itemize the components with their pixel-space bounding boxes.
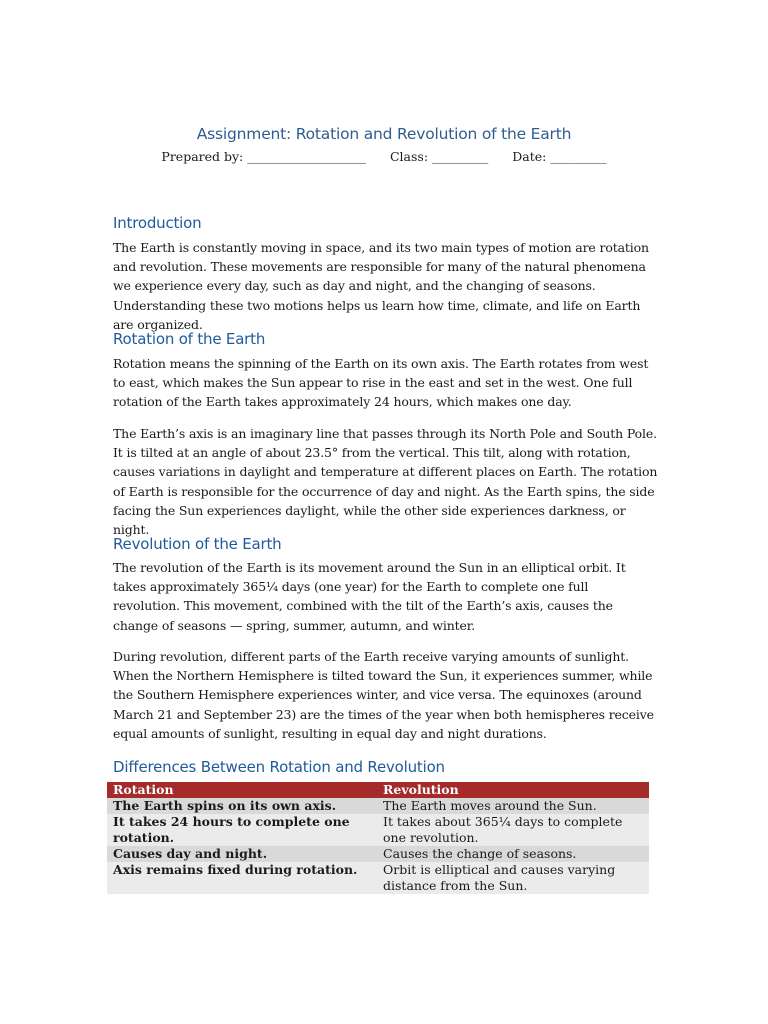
rotation-paragraph-1: Rotation means the spinning of the Earth on its own axis. The Earth rotates from west to east, which makes the Sun appear to rise in the east and set in the west. One full rotation of the Earth takes approximately 24 hours, which makes one day. xyxy=(113,356,649,410)
column-header-rotation: Rotation xyxy=(107,782,377,798)
table-row xyxy=(107,862,649,894)
differences-heading: Differences Between Rotation and Revolution xyxy=(113,758,445,776)
revolution-cell: Orbit is elliptical and causes varying distance from the Sun. xyxy=(377,862,649,894)
table-row xyxy=(107,814,649,846)
assignment-title: Assignment: Rotation and Revolution of the Earth xyxy=(196,125,572,143)
revolution-heading: Revolution of the Earth xyxy=(113,535,282,553)
rotation-cell: The Earth spins on its own axis. xyxy=(107,798,377,814)
rotation-paragraph-2: The Earth’s axis is an imaginary line that passes through its North Pole and South Pole. It is tilted at an angle of about 23.5° from the vertical. This tilt, along with rotation, causes variations in daylight and temperature at different places on Earth. The rotation of Earth is responsible for the occurrence of day and night. As the Earth spins, the side facing the Sun experiences daylight, while the other side experiences darkness, or night. xyxy=(113,426,658,538)
revolution-paragraph-1: The revolution of the Earth is its movement around the Sun in an elliptical orbit. It takes approximately 365¼ days (one year) for the Earth to complete one full revolution. This movement, combined with the tilt of the Earth’s axis, causes the change of seasons — spring, summer, autumn, and winter. xyxy=(113,560,626,633)
table-row xyxy=(107,798,649,814)
date-field: Date: _________ xyxy=(512,149,607,164)
differences-table xyxy=(107,782,649,894)
revolution-cell: The Earth moves around the Sun. xyxy=(377,798,649,814)
rotation-cell: Axis remains fixed during rotation. xyxy=(107,862,377,894)
table-header-row xyxy=(107,782,649,798)
class-field: Class: _________ xyxy=(389,149,489,164)
revolution-cell: It takes about 365¼ days to complete one revolution. xyxy=(377,814,649,846)
introduction-paragraph: The Earth is constantly moving in space, and its two main types of motion are rotation and revolution. These movements are responsible for many of the natural phenomena we experience every day, such as day and night, and the changing of seasons. Understanding these two motions helps us learn how time, climate, and life on Earth are organized. xyxy=(113,240,649,332)
rotation-heading: Rotation of the Earth xyxy=(113,330,266,348)
prepared-by-field: Prepared by: ___________________ xyxy=(161,149,366,164)
rotation-cell: It takes 24 hours to complete one rotation. xyxy=(107,814,377,846)
table-row xyxy=(107,846,649,862)
introduction-heading: Introduction xyxy=(113,214,202,232)
rotation-cell: Causes day and night. xyxy=(107,846,377,862)
column-header-revolution: Revolution xyxy=(377,782,649,798)
revolution-paragraph-2: During revolution, different parts of the Earth receive varying amounts of sunlight. When the Northern Hemisphere is tilted toward the Sun, it experiences summer, while the Southern Hemisphere experiences winter, and vice versa. The equinoxes (around March 21 and September 23) are the times of the year when both hemispheres receive equal amounts of sunlight, resulting in equal day and night durations. xyxy=(113,649,654,741)
revolution-cell: Causes the change of seasons. xyxy=(377,846,649,862)
prepared-line xyxy=(0,149,768,164)
